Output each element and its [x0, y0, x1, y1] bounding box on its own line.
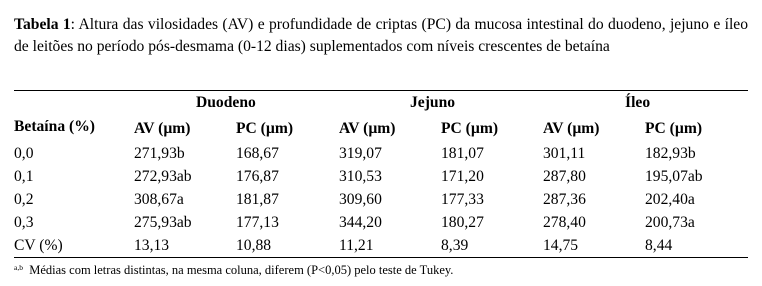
table-cell: 309,60 — [339, 191, 382, 208]
table-cell: 8,44 — [645, 237, 673, 254]
table-caption — [14, 14, 748, 58]
column-header: PC (µm) — [441, 120, 499, 137]
row-label: 0,0 — [14, 145, 34, 162]
table-cell: 319,07 — [339, 145, 382, 162]
table-cell: 310,53 — [339, 168, 382, 185]
table-top-rule — [14, 90, 748, 91]
column-header: AV (µm) — [339, 120, 396, 137]
table-cell: 11,21 — [339, 237, 374, 254]
table-cell: 8,39 — [441, 237, 469, 254]
row-label: 0,2 — [14, 191, 34, 208]
table-cell: 177,33 — [441, 191, 484, 208]
table-cell: 182,93b — [645, 145, 696, 162]
table-cell: 171,20 — [441, 168, 484, 185]
footnote-marker: a,b — [14, 263, 23, 272]
footnote-text: Médias com letras distintas, na mesma coluna, diferem (P<0,05) pelo teste de Tukey. — [29, 263, 454, 277]
table-cell: 287,80 — [543, 168, 586, 185]
group-header-duodeno: Duodeno — [196, 94, 256, 111]
table-cell: 344,20 — [339, 214, 382, 231]
table-cell: 168,67 — [236, 145, 279, 162]
row-label: 0,1 — [14, 168, 34, 185]
table-cell: 287,36 — [543, 191, 586, 208]
table-footnote — [14, 262, 453, 278]
column-header: PC (µm) — [236, 120, 294, 137]
table-cell: 176,87 — [236, 168, 279, 185]
column-header: AV (µm) — [134, 120, 191, 137]
table-cell: 14,75 — [543, 237, 579, 254]
table-cell: 13,13 — [134, 237, 170, 254]
table-bottom-rule — [14, 257, 748, 258]
table-cell: 301,11 — [543, 145, 586, 162]
table-cell: 202,40a — [645, 191, 695, 208]
table-cell: 180,27 — [441, 214, 484, 231]
table-cell: 271,93b — [134, 145, 185, 162]
group-header-jejuno: Jejuno — [410, 94, 456, 111]
table-cell: 200,73a — [645, 214, 695, 231]
caption-label: Tabela 1 — [14, 16, 71, 33]
column-header: AV (µm) — [543, 120, 600, 137]
row-label: 0,3 — [14, 214, 34, 231]
row-header-betaina: Betaína (%) — [14, 118, 95, 135]
table-cell: 181,07 — [441, 145, 484, 162]
caption-text: : Altura das vilosidades (AV) e profundidade de criptas (PC) da mucosa intestinal do duodeno, jejuno e íleo de leitões no período pós-desmama (0-12 dias) suplementados com níveis crescentes de betaína — [14, 16, 749, 55]
row-label: CV (%) — [14, 237, 63, 254]
table-cell: 272,93ab — [134, 168, 192, 185]
table-cell: 195,07ab — [645, 168, 703, 185]
table-cell: 177,13 — [236, 214, 279, 231]
table-cell: 308,67a — [134, 191, 184, 208]
column-header: PC (µm) — [645, 120, 703, 137]
table-cell: 181,87 — [236, 191, 279, 208]
table-cell: 278,40 — [543, 214, 586, 231]
table-cell: 275,93ab — [134, 214, 192, 231]
table-cell: 10,88 — [236, 237, 272, 254]
group-header-ileo: Íleo — [625, 94, 651, 111]
